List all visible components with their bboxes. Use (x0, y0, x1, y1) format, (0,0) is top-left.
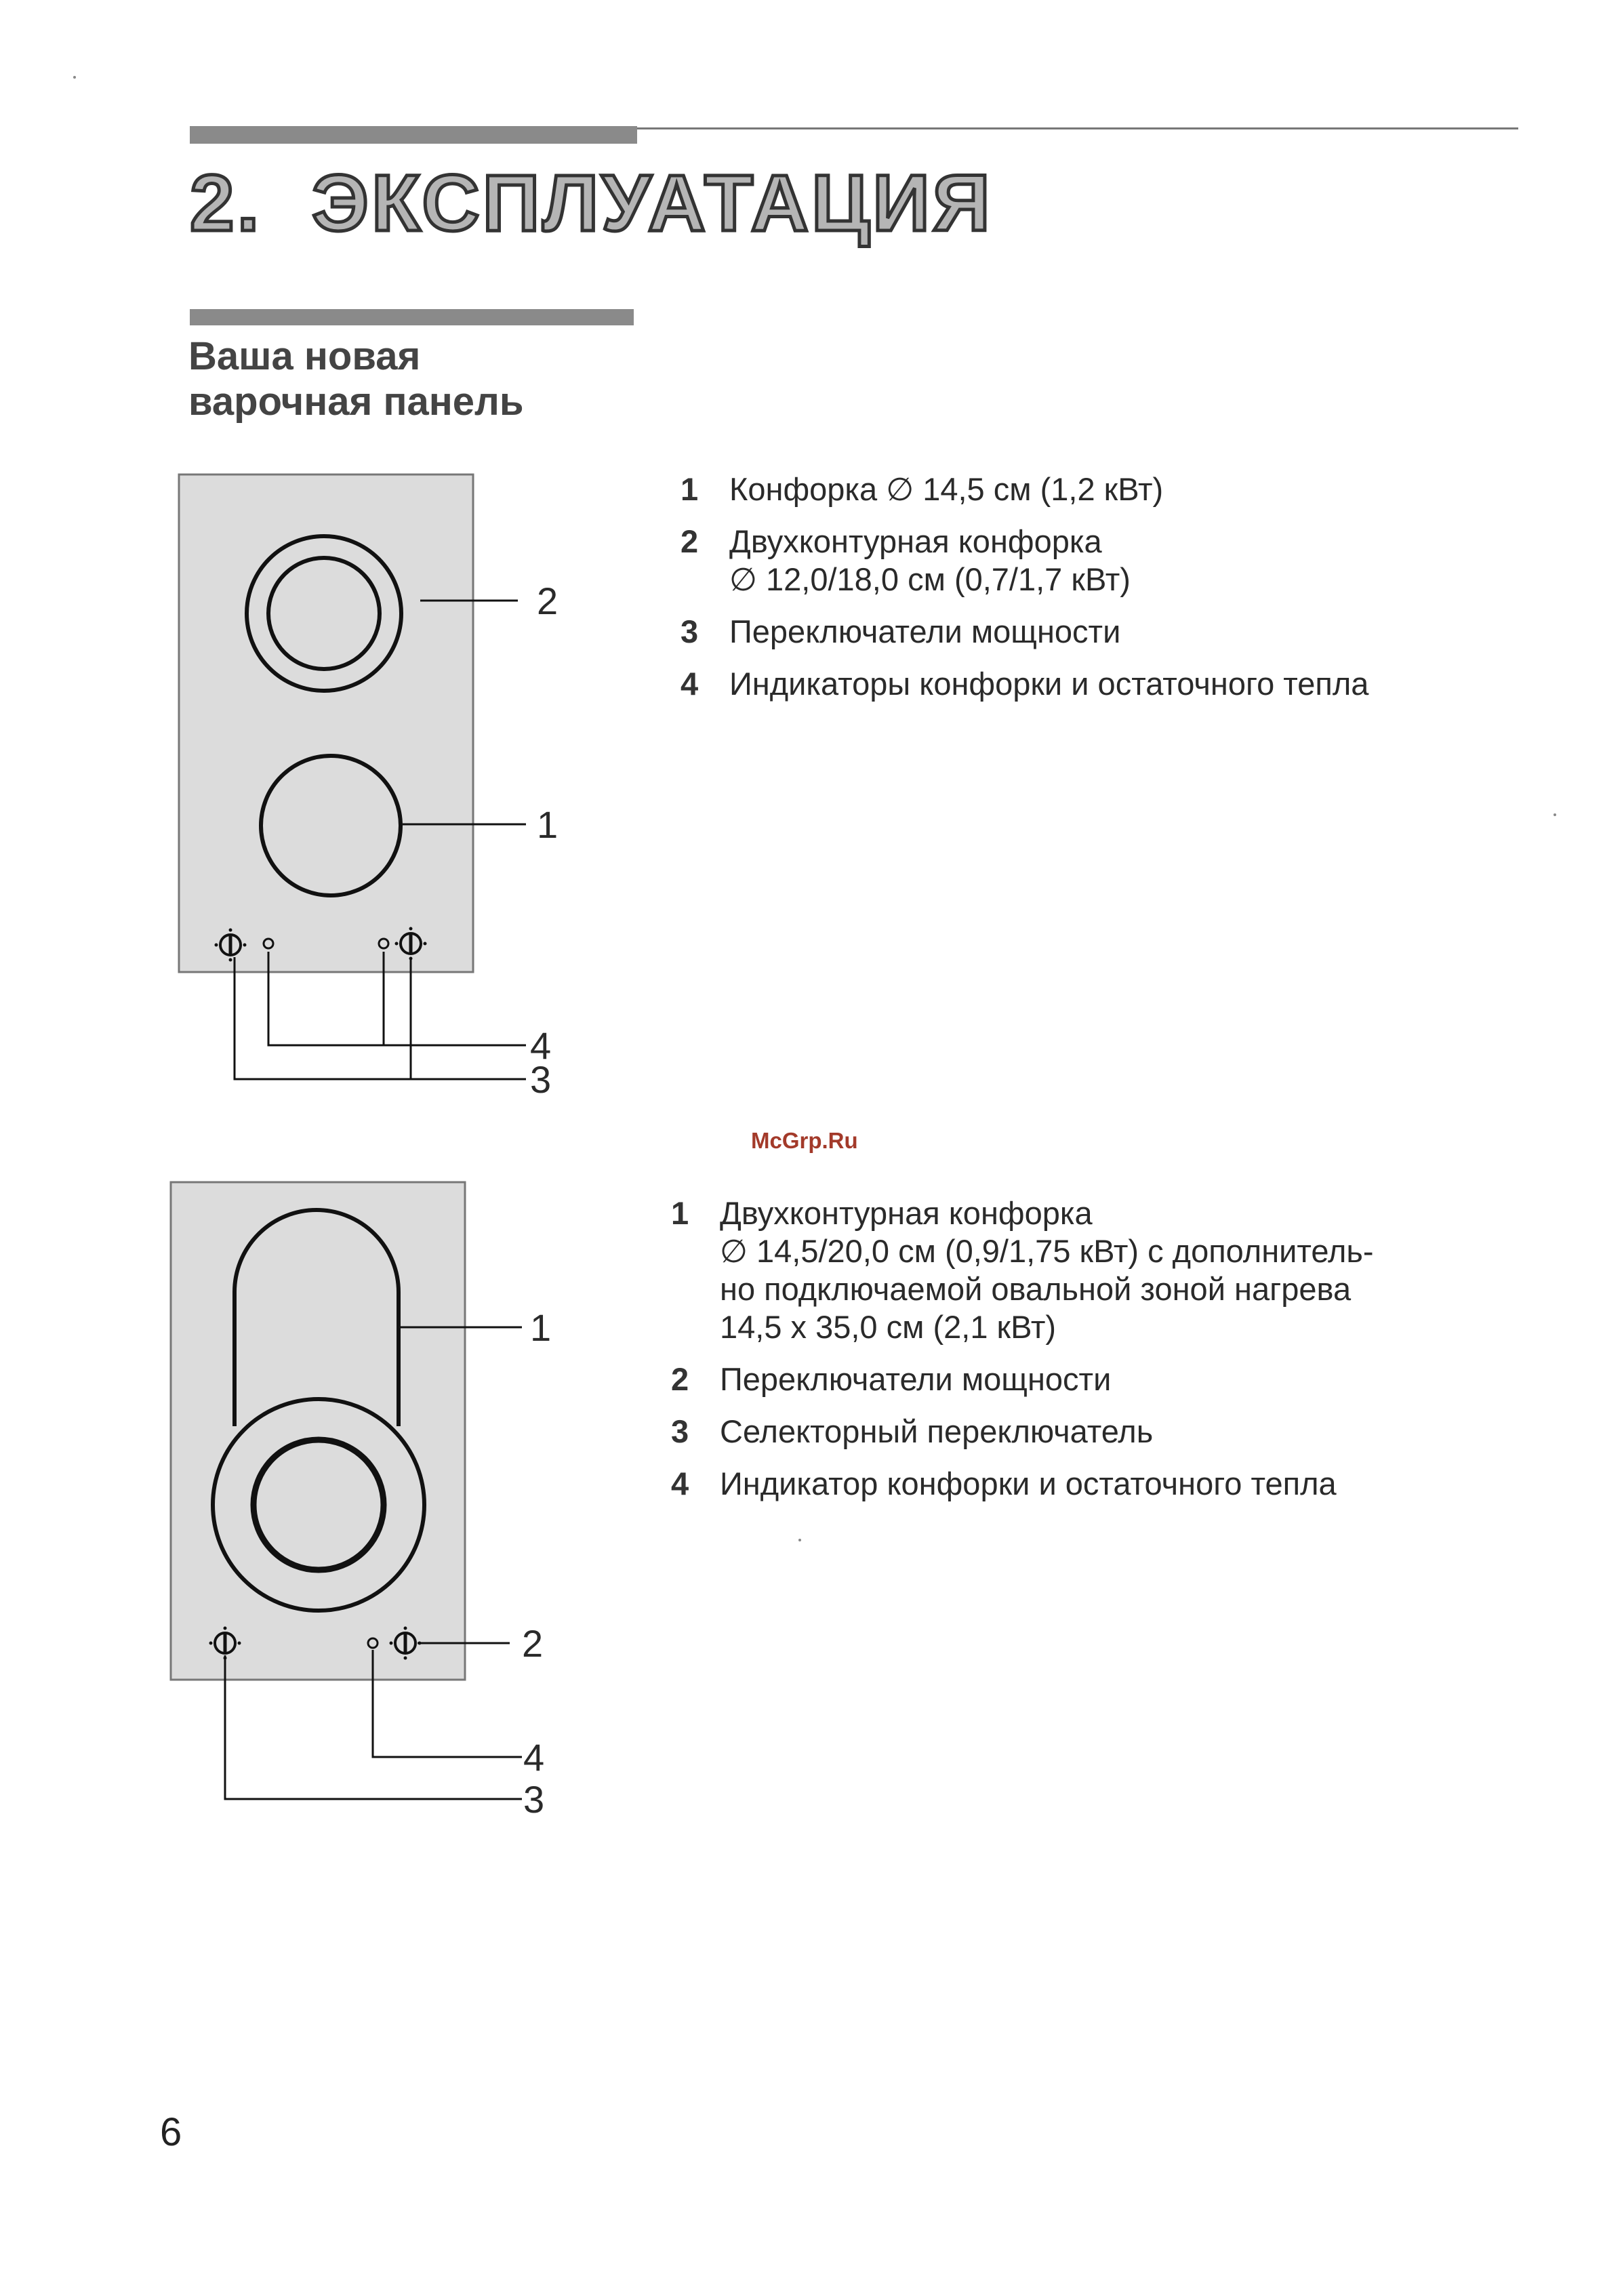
hob-1-panel (179, 474, 473, 972)
hob-2-callout-1: 1 (530, 1306, 552, 1349)
panel-2-legend (671, 1194, 1552, 1503)
legend-item-text: Конфорка ∅ 14,5 см (1,2 кВт) (729, 471, 1164, 507)
legend-item-number: 3 (671, 1413, 689, 1449)
subheading-line-1: Ваша новая (188, 334, 421, 378)
scan-speck (1554, 813, 1556, 816)
hob-diagram-1 (171, 468, 605, 1118)
scan-speck (798, 1539, 801, 1541)
hob-1-callout-4: 4 (530, 1024, 552, 1067)
legend-item (681, 523, 1555, 599)
legend-item-text: Двухконтурная конфорка ∅ 14,5/20,0 см (0,9/1,75 кВт) с дополнитель- но подключаемой овальной зоной нагрева 14,5 x 35,0 см (2,1 кВт) (720, 1195, 1374, 1345)
legend-item-text: Переключатели мощности (729, 613, 1121, 649)
legend-item (681, 665, 1555, 703)
hob-1-callout-1: 1 (537, 803, 559, 846)
legend-item-number: 2 (671, 1361, 689, 1397)
section-title (190, 160, 993, 248)
subheading-rule-bar (190, 309, 634, 325)
scan-speck (73, 76, 76, 79)
legend-item-number: 1 (671, 1195, 689, 1231)
legend-item-number: 3 (681, 613, 699, 649)
hob-2-callout-2: 2 (522, 1622, 544, 1665)
legend-item-number: 4 (671, 1466, 689, 1501)
legend-item-text: Селекторный переключатель (720, 1413, 1154, 1449)
legend-item (671, 1413, 1552, 1451)
legend-item (671, 1465, 1552, 1503)
legend-item (681, 613, 1555, 651)
subheading-line-2: варочная панель (188, 380, 524, 424)
legend-item (681, 470, 1555, 508)
watermark: McGrp.Ru (751, 1128, 858, 1153)
legend-item-number: 1 (681, 471, 699, 507)
header-rule-bar (190, 126, 637, 144)
legend-item-text: Переключатели мощности (720, 1361, 1112, 1397)
panel-1-legend (681, 470, 1555, 703)
hob-2-callout-4: 4 (523, 1736, 545, 1779)
hob-2-panel (171, 1182, 465, 1680)
hob-2-callout-3: 3 (523, 1778, 545, 1821)
subheading (188, 334, 524, 425)
hob-1-callout-2: 2 (537, 580, 559, 622)
legend-item (671, 1194, 1552, 1346)
legend-item (671, 1360, 1552, 1398)
legend-item-text: Индикатор конфорки и остаточного тепла (720, 1466, 1337, 1501)
section-title-text: ЭКСПЛУАТАЦИЯ (312, 159, 993, 248)
hob-diagram-2 (163, 1173, 583, 1823)
section-number: 2. (190, 159, 262, 248)
legend-item-number: 2 (681, 523, 699, 559)
hob-1-callout-3: 3 (530, 1058, 552, 1101)
legend-item-number: 4 (681, 666, 699, 702)
legend-item-text: Индикаторы конфорки и остаточного тепла (729, 666, 1369, 702)
page-number: 6 (160, 2110, 182, 2154)
legend-item-text: Двухконтурная конфорка ∅ 12,0/18,0 см (0,7/1,7 кВт) (729, 523, 1131, 597)
